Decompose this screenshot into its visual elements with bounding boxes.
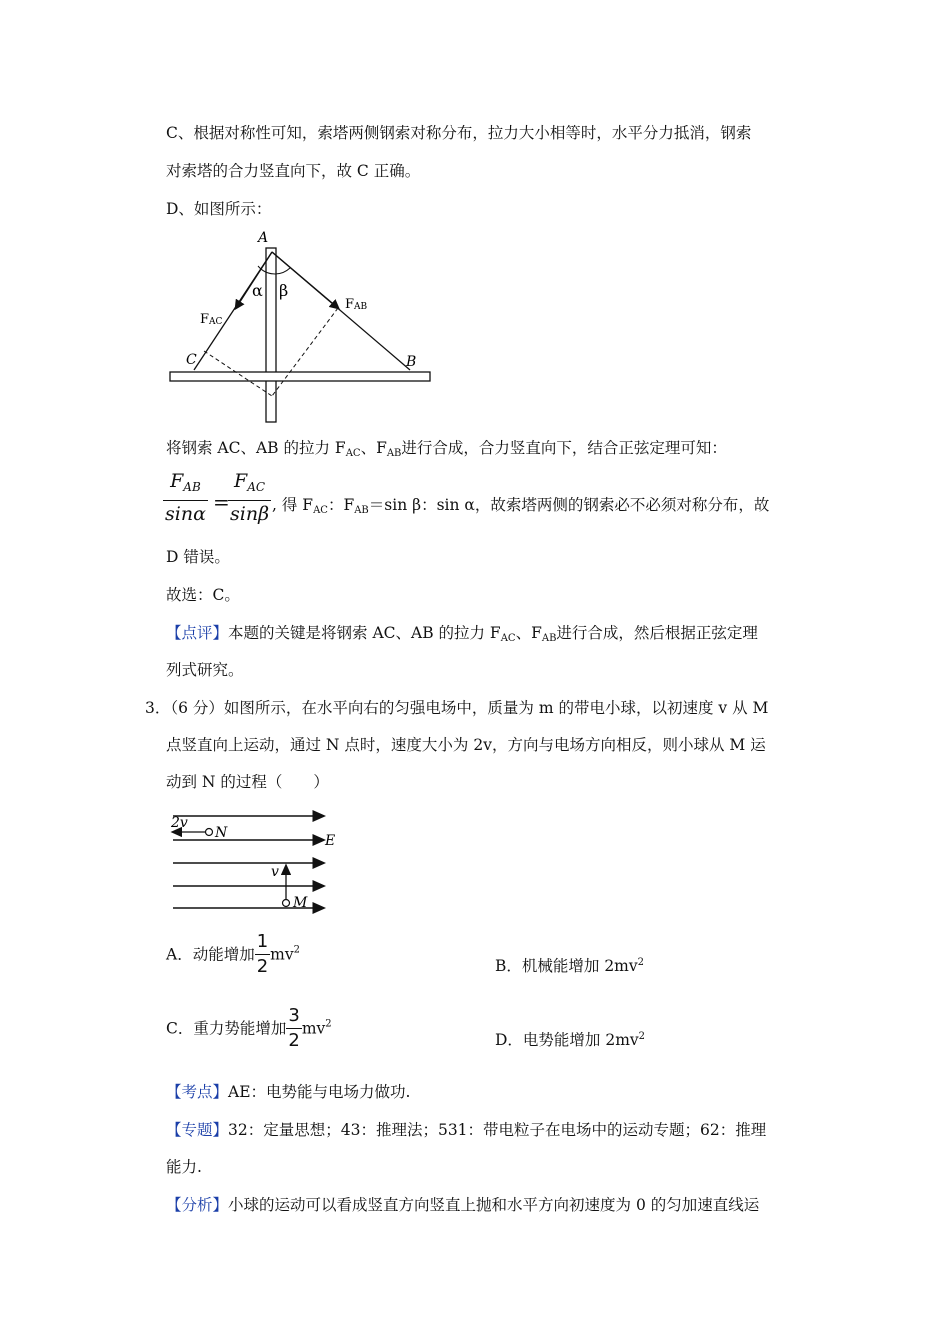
- question3-line2: 点竖直向上运动，通过 N 点时，速度大小为 2v，方向与电场方向相反，则小球从 M 运: [166, 736, 766, 754]
- tower-force-diagram: [160, 228, 440, 428]
- label-alpha: α: [252, 281, 263, 300]
- comment-line1: 【点评】本题的关键是将钢索 AC、AB 的拉力 $F_{AC}$、$F_{AB}$进行合成，然后根据正弦定理: [166, 624, 758, 644]
- question3-line1: 3．（6 分）如图所示，在水平向右的匀强电场中，质量为 m 的带电小球，以初速度 v 从 M: [145, 699, 769, 717]
- synthesis-line: 将钢索 AC、AB 的拉力 $F_{AC}$、$F_{AB}$进行合成，合力竖直向下，结合正弦定理可知：: [166, 439, 727, 459]
- formula-line2: D 错误。: [166, 548, 230, 566]
- option-d[interactable]: D．电势能增加 $2mv^2$: [495, 1031, 646, 1049]
- zhuanti-tag: 【专题】: [166, 1121, 229, 1139]
- label-beta: β: [279, 281, 289, 300]
- label-fab: FAB: [345, 297, 368, 312]
- formula-equals: =: [213, 490, 230, 514]
- label-b: B: [406, 354, 417, 370]
- option-b[interactable]: B．机械能增加 $2mv^2$: [495, 957, 645, 975]
- label-c: C: [186, 352, 197, 368]
- label-v: v: [271, 864, 279, 880]
- comment-line2: 列式研究。: [166, 661, 244, 679]
- label-n: N: [215, 825, 228, 841]
- fenxi-tag: 【分析】: [166, 1196, 229, 1214]
- label-e: E: [325, 833, 336, 849]
- option-c[interactable]: C．重力势能增加 $\frac{3}{2}$ $mv^2$: [166, 1005, 332, 1051]
- paragraph-c-line1: C、根据对称性可知，索塔两侧钢索对称分布，拉力大小相等时，水平分力抵消，钢索: [166, 124, 752, 142]
- label-a: A: [258, 230, 269, 246]
- paragraph-c-line2: 对索塔的合力竖直向下，故 C 正确。: [166, 162, 421, 180]
- zhuanti-line1: 【专题】32：定量思想；43：推理法；531：带电粒子在电场中的运动专题；62：推理: [166, 1121, 767, 1139]
- label-fac: FAC: [200, 312, 223, 327]
- answer-line: 故选：C。: [166, 586, 240, 604]
- zhuanti-line2: 能力.: [166, 1158, 202, 1176]
- comment-tag: 【点评】: [166, 624, 229, 642]
- electric-field-diagram: [165, 808, 355, 918]
- question3-line3: 动到 N 的过程（ ）: [166, 773, 329, 791]
- label-2v: 2v: [171, 815, 188, 831]
- paragraph-d-line1: D、如图所示：: [166, 200, 272, 218]
- kaodian-line: 【考点】AE：电势能与电场力做功.: [166, 1083, 411, 1101]
- parallelogram-dash-1: [272, 308, 338, 396]
- formula-right-fraction: $F_{AC}$ sinβ: [230, 470, 270, 525]
- kaodian-tag: 【考点】: [166, 1083, 229, 1101]
- formula-after-text: , 得 $F_{AC}$：$F_{AB}=\sin$ β：sin α，故索塔两侧的钢索必不必须对称分布，故: [272, 496, 770, 516]
- formula-left-fraction: $F_{AB}$ sinα: [165, 470, 206, 525]
- bridge-deck: [170, 372, 430, 381]
- option-a[interactable]: A．动能增加 $\frac{1}{2}$ $mv^2$: [166, 931, 300, 977]
- point-n: [206, 829, 213, 836]
- point-m: [283, 900, 290, 907]
- label-m: M: [293, 895, 308, 911]
- fenxi-line: 【分析】小球的运动可以看成竖直方向竖直上抛和水平方向初速度为 0 的匀加速直线运: [166, 1196, 760, 1214]
